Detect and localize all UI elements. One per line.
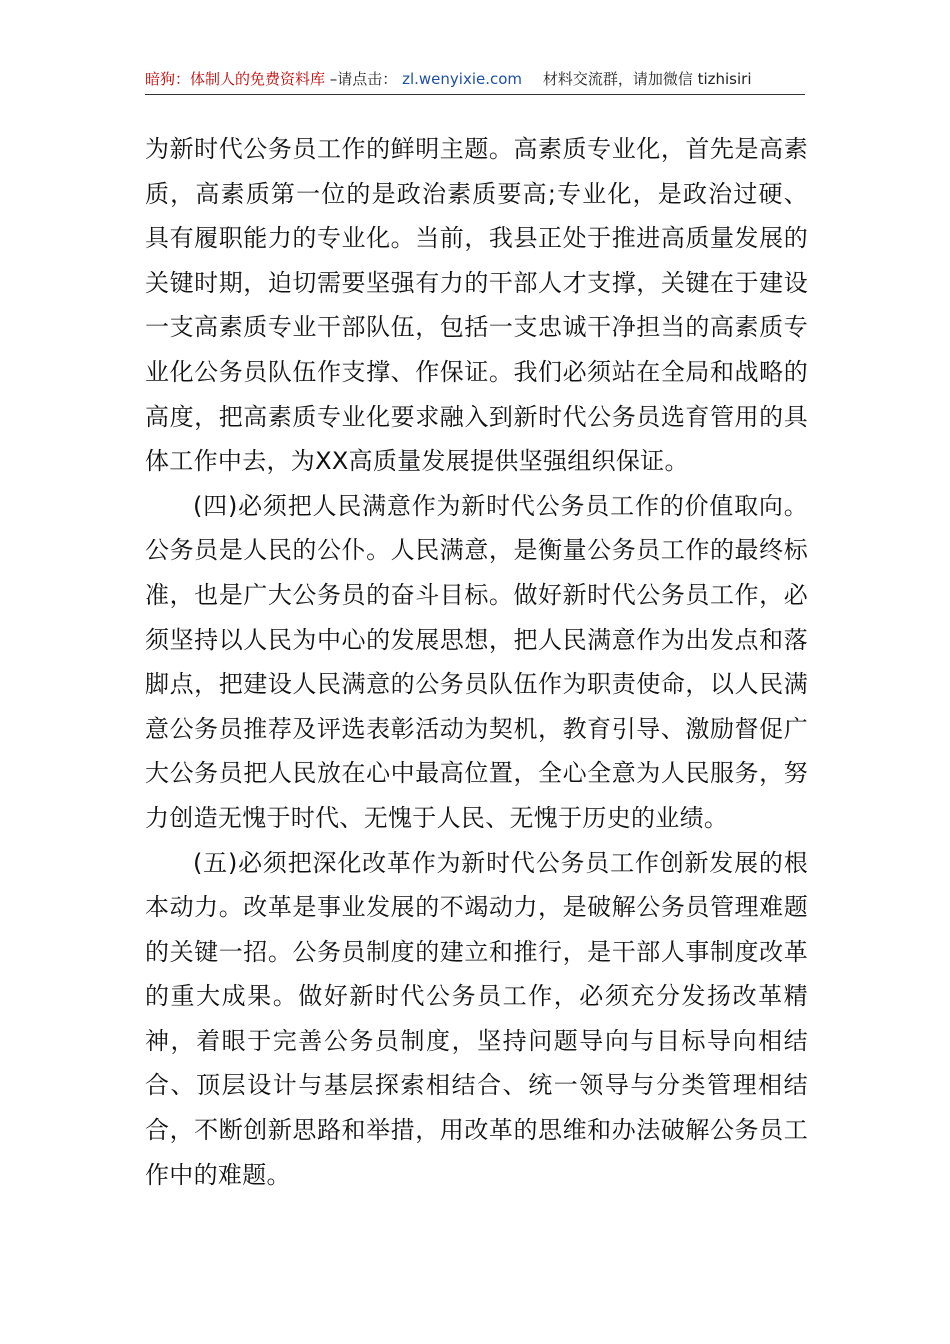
- document-body: [145, 127, 808, 1197]
- page-header: [145, 64, 805, 95]
- header-wechat: 材料交流群，请加微信 tizhisiri: [542, 70, 752, 88]
- header-link[interactable]: zl.wenyixie.com: [402, 70, 523, 88]
- paragraph-section-5: (五)必须把深化改革作为新时代公务员工作创新发展的根本动力。改革是事业发展的不竭动力，是破解公务员管理难题的关键一招。公务员制度的建立和推行，是干部人事制度改革的重大成果。做好新时代公务员工作，必须充分发扬改革精神，着眼于完善公务员制度，坚持问题导向与目标导向相结合、顶层设计与基层探索相结合、统一领导与分类管理相结合，不断创新思路和举措，用改革的思维和办法破解公务员工作中的难题。: [145, 848, 808, 1189]
- header-prompt: –请点击：: [329, 70, 398, 88]
- header-brand: 暗狗：体制人的免费资料库: [145, 70, 326, 88]
- paragraph-section-4: (四)必须把人民满意作为新时代公务员工作的价值取向。公务员是人民的公仆。人民满意，是衡量公务员工作的最终标准，也是广大公务员的奋斗目标。做好新时代公务员工作，必须坚持以人民为中心的发展思想，把人民满意作为出发点和落脚点，把建设人民满意的公务员队伍作为职责使命，以人民满意公务员推荐及评选表彰活动为契机，教育引导、激励督促广大公务员把人民放在心中最高位置，全心全意为人民服务，努力创造无愧于时代、无愧于人民、无愧于历史的业绩。: [145, 491, 808, 832]
- paragraph-continued: 为新时代公务员工作的鲜明主题。高素质专业化，首先是高素质，高素质第一位的是政治素质要高;专业化，是政治过硬、具有履职能力的专业化。当前，我县正处于推进高质量发展的关键时期，迫切需要坚强有力的干部人才支撑，关键在于建设一支高素质专业干部队伍，包括一支忠诚干净担当的高素质专业化公务员队伍作支撑、作保证。我们必须站在全局和战略的高度，把高素质专业化要求融入到新时代公务员选育管用的具体工作中去，为XX高质量发展提供坚强组织保证。: [145, 135, 808, 476]
